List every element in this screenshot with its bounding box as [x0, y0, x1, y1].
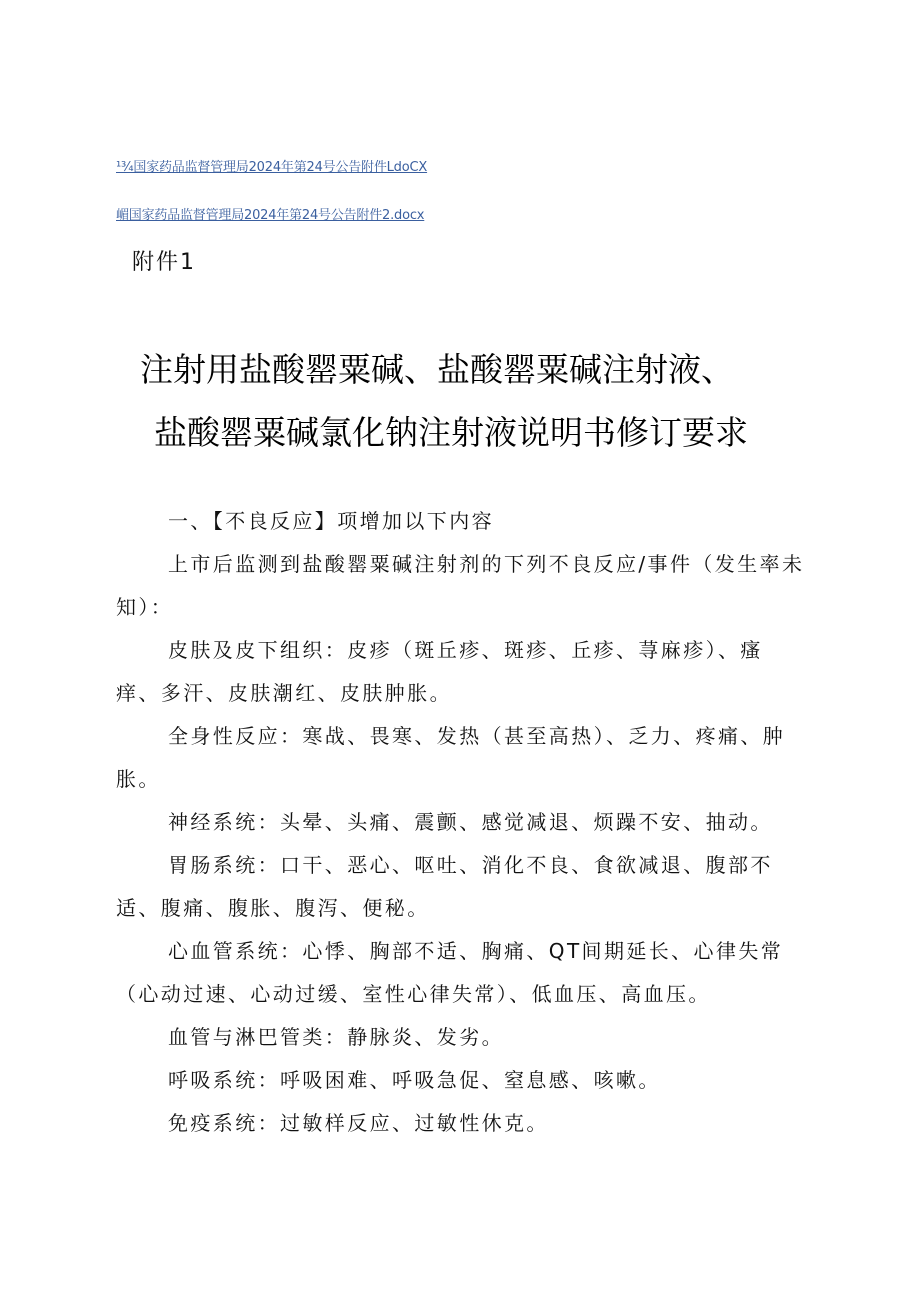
body-paragraph-respiratory: 呼吸系统：呼吸困难、呼吸急促、窒息感、咳嗽。	[168, 1068, 661, 1092]
document-body	[116, 500, 806, 1145]
body-paragraph-nervous: 神经系统：头晕、头痛、震颤、感觉减退、烦躁不安、抽动。	[168, 810, 773, 834]
body-paragraph-cardio: 心血管系统：心悸、胸部不适、胸痛、QT间期延长、心律失常（心动过速、心动过缓、室性心律失常）、低血压、高血压。	[116, 939, 784, 1006]
body-paragraph-gastro: 胃肠系统：口干、恶心、呕吐、消化不良、食欲减退、腹部不适、腹痛、腹胀、腹泻、便秘。	[116, 853, 773, 920]
attachment-label: 附件1	[132, 250, 196, 275]
attachment-link-1[interactable]: ¹¾国家药品监督管理局2024年第24号公告附件LdoCX	[116, 160, 428, 175]
body-paragraph-intro: 上市后监测到盐酸罂粟碱注射剂的下列不良反应/事件（发生率未知）：	[116, 552, 805, 619]
body-paragraph-vascular: 血管与淋巴管类：静脉炎、发劣。	[168, 1025, 504, 1049]
document-title-line-1: 注射用盐酸罂粟碱、盐酸罂粟碱注射液、	[140, 350, 734, 389]
document-title-line-2: 盐酸罂粟碱氯化钠注射液说明书修订要求	[154, 413, 748, 452]
body-paragraph-immune: 免疫系统：过敏样反应、过敏性休克。	[168, 1111, 549, 1135]
section-heading: 一、【不良反应】项增加以下内容	[168, 509, 494, 533]
body-paragraph-systemic: 全身性反应：寒战、畏寒、发热（甚至高热）、乏力、疼痛、肿胀。	[116, 724, 786, 791]
attachment-link-2[interactable]: 嵋国家药品监督管理局2024年第24号公告附件2.docx	[116, 208, 425, 223]
body-paragraph-skin: 皮肤及皮下组织：皮疹（斑丘疹、斑疹、丘疹、荨麻疹）、瘙痒、多汗、皮肤潮红、皮肤肿胀。	[116, 638, 763, 705]
